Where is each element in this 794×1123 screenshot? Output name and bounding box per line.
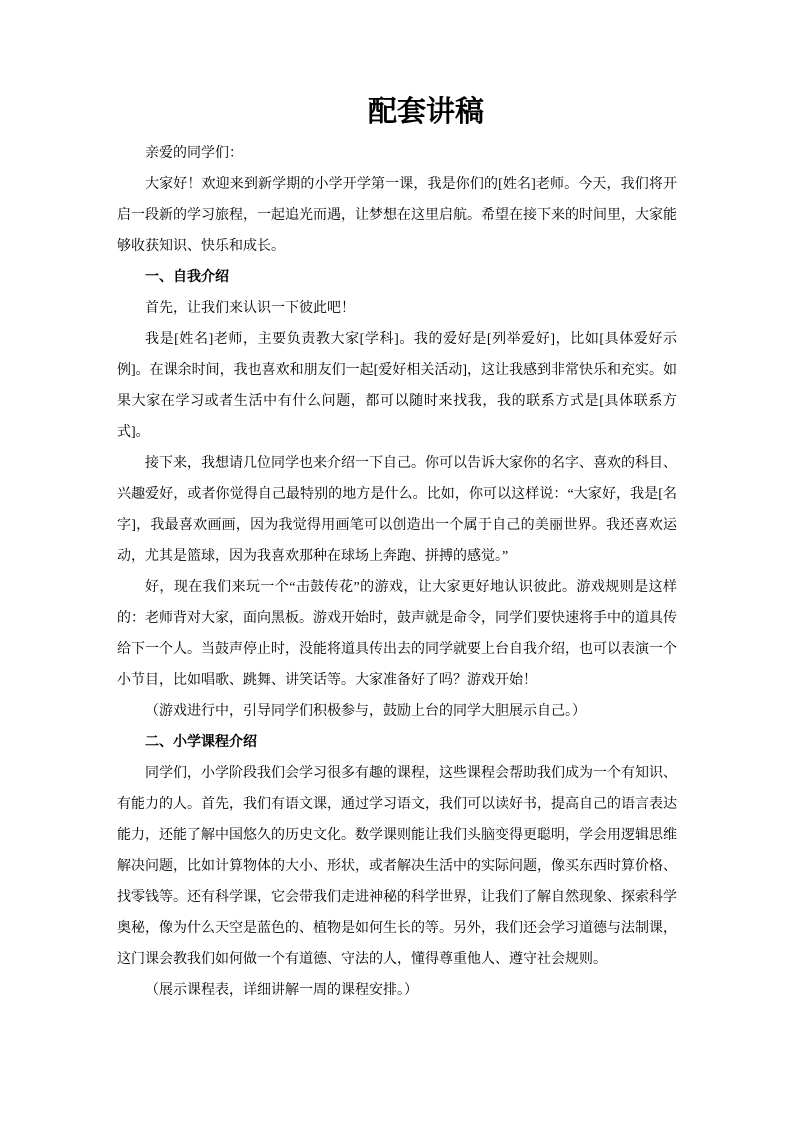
document-body	[117, 138, 677, 1006]
section-heading-curriculum: 二、小学课程介绍	[145, 735, 257, 750]
paragraph-salutation: 亲爱的同学们：	[145, 146, 243, 161]
paragraph-teacher-intro: 我是[姓名]老师，主要负责教大家[学科]。我的爱好是[列举爱好]，比如[具体爱好示例]。在课余时间，我也喜欢和朋友们一起[爱好相关活动]，这让我感到非常快乐和充实。如果大家在学习或者生活中有什么问题，都可以随时来找我，我的联系方式是[具体联系方式]。	[117, 332, 677, 440]
paragraph-note-schedule: （展示课程表，详细讲解一周的课程安排。）	[145, 983, 418, 998]
document-content	[117, 0, 677, 1006]
paragraph-opening: 大家好！欢迎来到新学期的小学开学第一课，我是你们的[姓名]老师。今天，我们将开启一段新的学习旅程，一起追光而遇，让梦想在这里启航。希望在接下来的时间里，大家能够收获知识、快乐和成长。	[117, 177, 677, 254]
paragraph-student-intro-invite: 接下来，我想请几位同学也来介绍一下自己。你可以告诉大家你的名字、喜欢的科目、兴趣爱好，或者你觉得自己最特别的地方是什么。比如，你可以这样说：“大家好，我是[名字]，我最喜欢画画，因为我觉得用画笔可以创造出一个属于自己的美丽世界。我还喜欢运动，尤其是篮球，因为我喜欢那种在球场上奔跑、拼搏的感觉。”	[117, 456, 677, 564]
paragraph-drum-game: 好，现在我们来玩一个“击鼓传花”的游戏，让大家更好地认识彼此。游戏规则是这样的：老师背对大家，面向黑板。游戏开始时，鼓声就是命令，同学们要快速将手中的道具传给下一个人。当鼓声停止时，没能将道具传出去的同学就要上台自我介绍，也可以表演一个小节目，比如唱歌、跳舞、讲笑话等。大家准备好了吗？游戏开始！	[117, 580, 677, 688]
document-title: 配套讲稿	[367, 96, 484, 128]
paragraph-curriculum-overview: 同学们，小学阶段我们会学习很多有趣的课程，这些课程会帮助我们成为一个有知识、有能力的人。首先，我们有语文课，通过学习语文，我们可以读好书，提高自己的语言表达能力，还能了解中国悠久的历史文化。数学课则能让我们头脑变得更聪明，学会用逻辑思维解决问题，比如计算物体的大小、形状，或者解决生活中的实际问题，像买东西时算价格、找零钱等。还有科学课，它会带我们走进神秘的科学世界，让我们了解自然现象、探索科学奥秘，像为什么天空是蓝色的、植物是如何生长的等。另外，我们还会学习道德与法制课，这门课会教我们如何做一个有道德、守法的人，懂得尊重他人、遵守社会规则。	[117, 766, 677, 967]
paragraph-note-game: （游戏进行中，引导同学们积极参与，鼓励上台的同学大胆展示自己。）	[145, 704, 586, 719]
section-heading-self-introduction: 一、自我介绍	[145, 270, 229, 285]
paragraph-lets-meet: 首先，让我们来认识一下彼此吧！	[145, 301, 355, 316]
